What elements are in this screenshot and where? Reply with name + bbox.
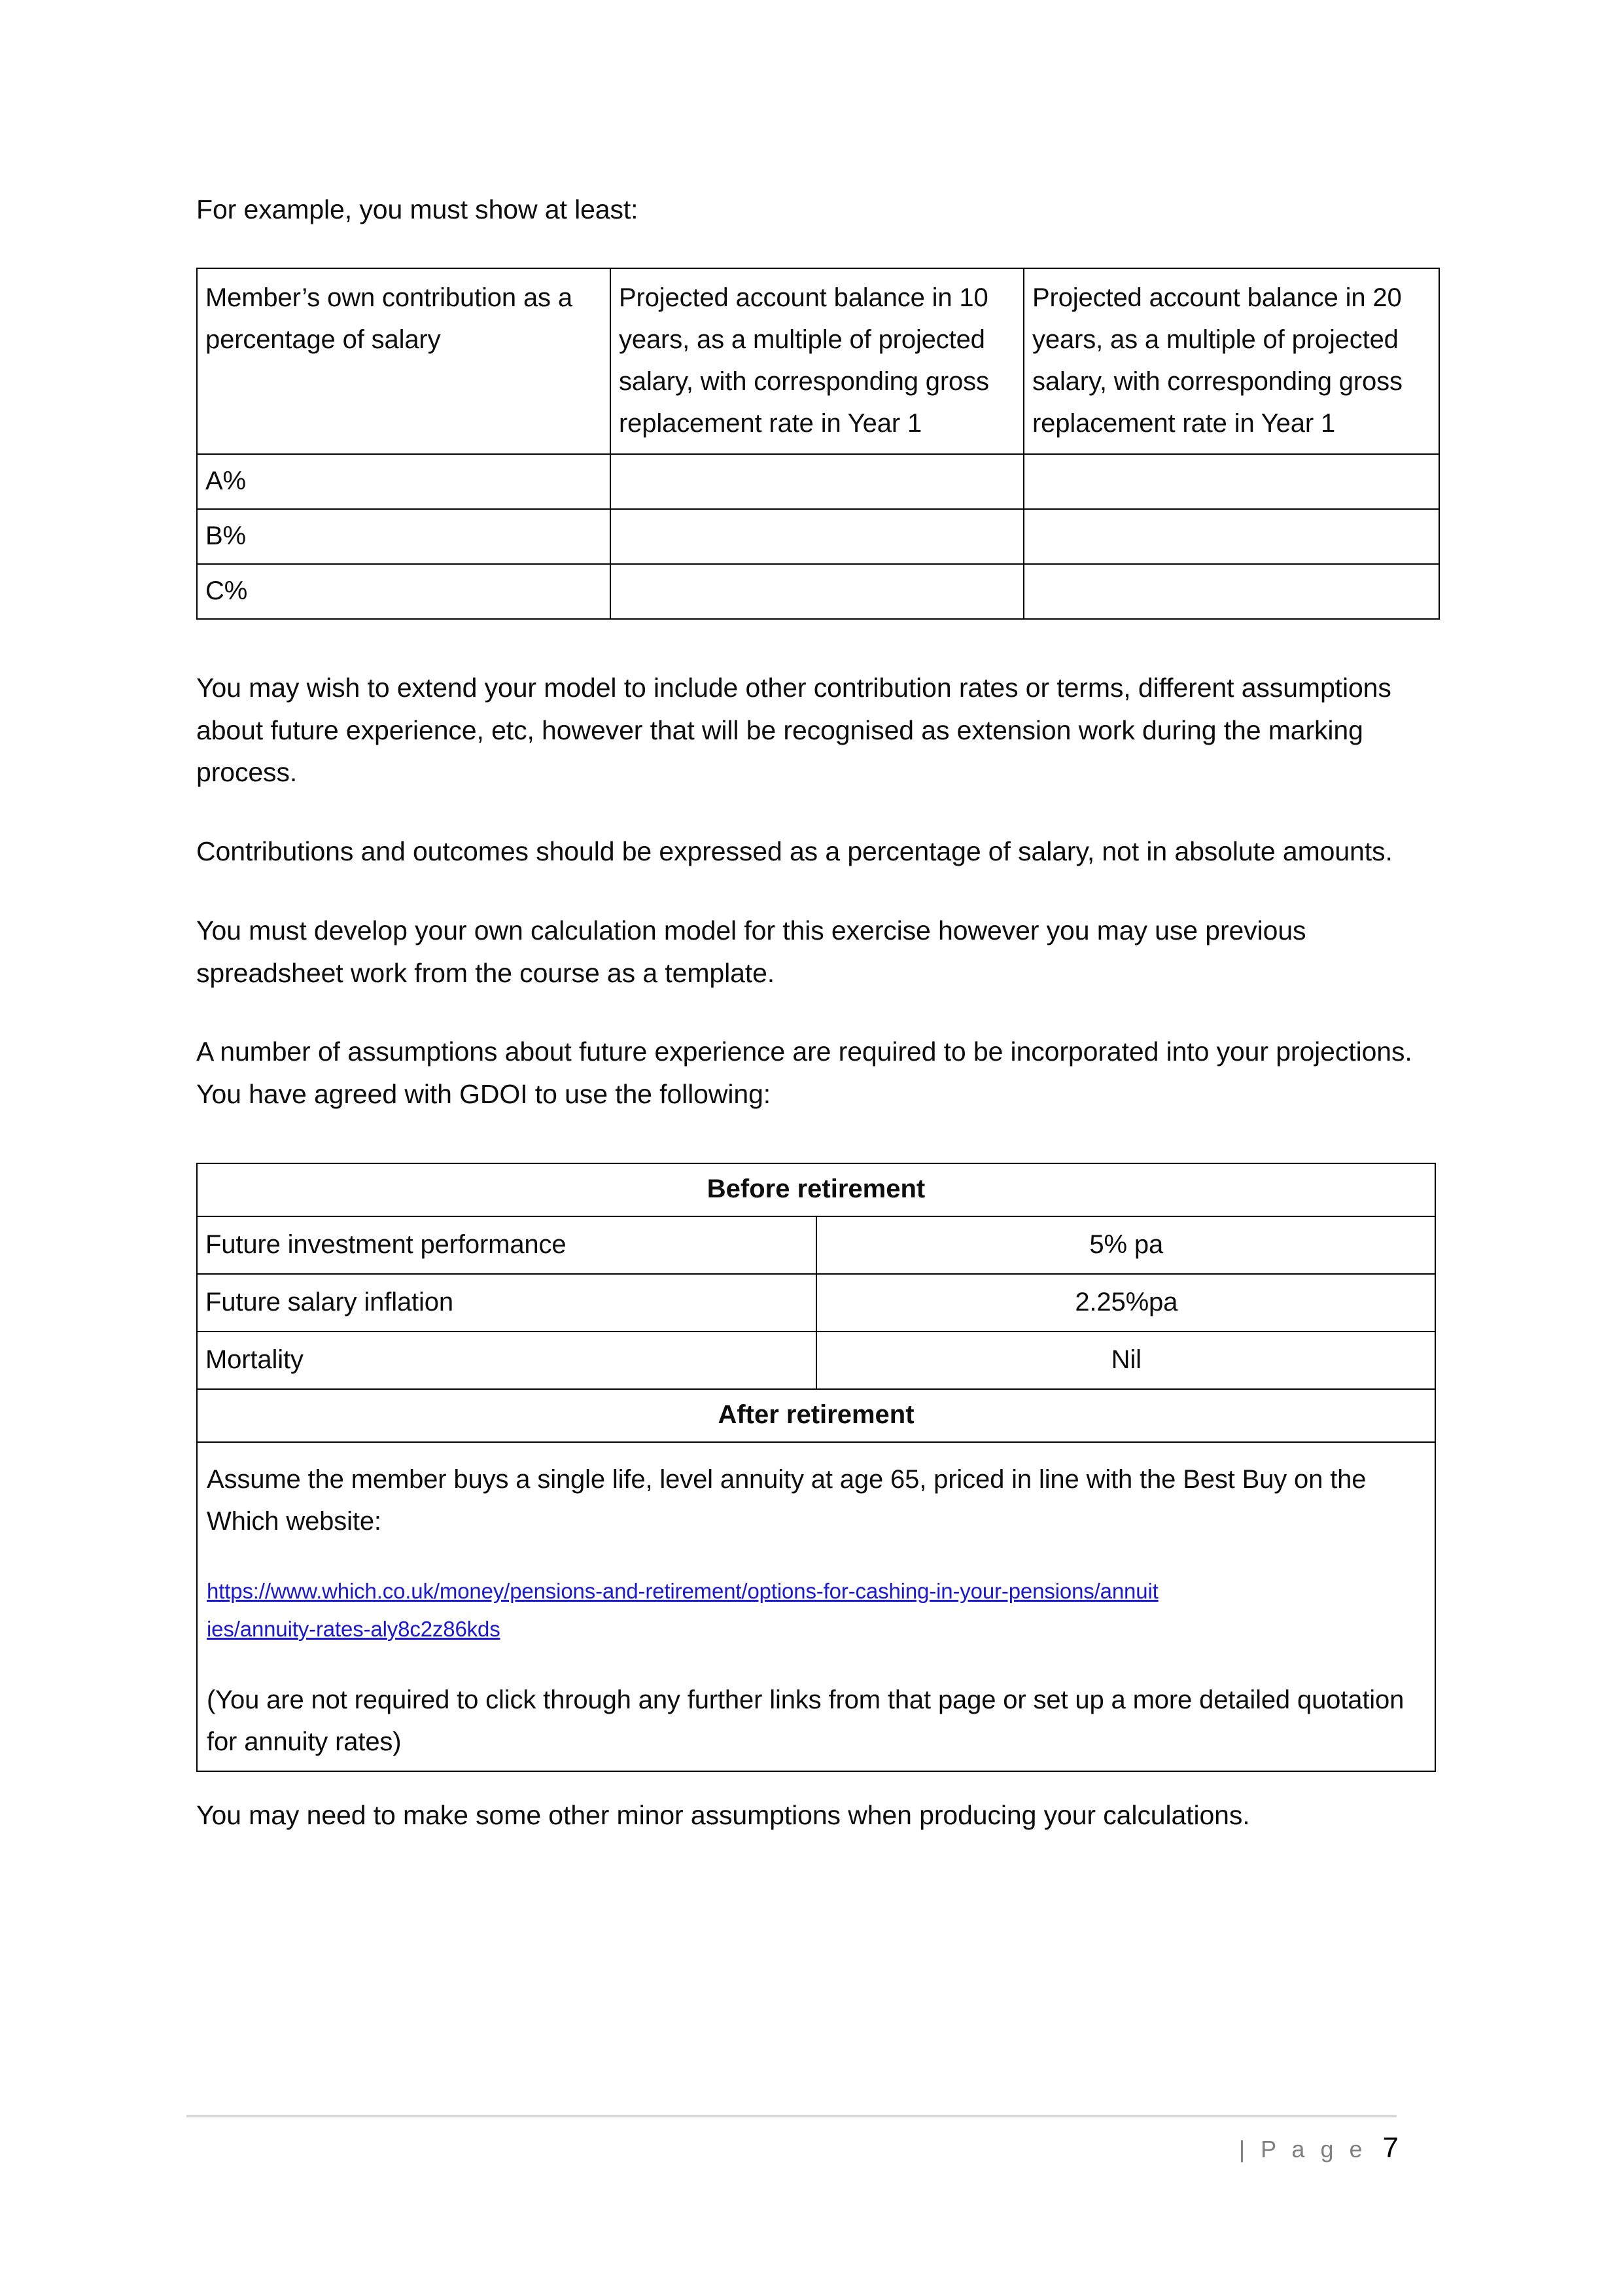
table-row	[197, 1274, 1435, 1332]
balance-10yr-value	[611, 565, 1023, 576]
cell-balance-20yr	[1024, 509, 1439, 564]
page-label: | P a g e	[1238, 2136, 1367, 2163]
after-retirement-heading: After retirement	[718, 1400, 915, 1429]
header-text-contribution: Member’s own contribution as a percentage of salary	[205, 283, 572, 354]
paragraph-minor-assumptions: You may need to make some other minor assumptions when producing your calculations.	[196, 1799, 1250, 1830]
table-row	[197, 564, 1439, 619]
balance-20yr-value	[1024, 455, 1439, 467]
page-content	[196, 0, 1436, 1836]
contribution-value: C%	[205, 576, 248, 605]
table-header-row	[197, 268, 1439, 454]
table-row	[197, 1332, 1435, 1389]
contribution-value: A%	[205, 466, 246, 495]
before-retirement-heading-row	[197, 1163, 1435, 1216]
cell-balance-20yr	[1024, 454, 1439, 509]
cell-contribution	[197, 509, 610, 564]
balance-20yr-value	[1024, 565, 1439, 576]
header-cell-balance-10yr	[610, 268, 1024, 454]
cell-contribution	[197, 564, 610, 619]
paragraph-percentage-not-absolute: Contributions and outcomes should be expressed as a percentage of salary, not in absolute amounts.	[196, 836, 1393, 867]
assumption-value: 2.25%pa	[1075, 1287, 1178, 1316]
assumption-label: Future salary inflation	[205, 1287, 453, 1316]
header-text-balance-10yr: Projected account balance in 10 years, as a multiple of projected salary, with corresponding gross replacement rate in Year 1	[619, 283, 989, 438]
annuity-note-intro: Assume the member buys a single life, level annuity at age 65, priced in line with the Best Buy on the Which website:	[207, 1464, 1367, 1536]
assumption-value-cell	[816, 1332, 1436, 1389]
assumption-value: Nil	[1111, 1345, 1142, 1374]
balance-20yr-value	[1024, 510, 1439, 521]
balance-10yr-value	[611, 455, 1023, 467]
page-number: 7	[1382, 2132, 1399, 2164]
cell-balance-10yr	[610, 564, 1024, 619]
footer-content	[186, 2117, 1439, 2164]
after-retirement-note-row	[197, 1442, 1435, 1771]
assumption-label: Mortality	[205, 1345, 304, 1374]
after-retirement-note	[198, 1443, 1435, 1771]
which-annuity-rates-link[interactable]: https://www.which.co.uk/money/pensions-and-retirement/options-for-cashing-in-your-pensions/annuities/annuity-rates-aly8c2z86kds	[207, 1578, 1159, 1641]
before-retirement-heading: Before retirement	[707, 1174, 926, 1203]
assumption-label-cell	[197, 1332, 816, 1389]
table-row	[197, 509, 1439, 564]
annuity-note-outro: (You are not required to click through any further links from that page or set up a more detailed quotation for annuity rates)	[207, 1685, 1405, 1756]
cell-balance-20yr	[1024, 564, 1439, 619]
assumption-label-cell	[197, 1274, 816, 1332]
header-text-balance-20yr: Projected account balance in 20 years, as a multiple of projected salary, with corresponding gross replacement rate in Year 1	[1032, 283, 1403, 438]
table-row	[197, 454, 1439, 509]
paragraph-extend-model: You may wish to extend your model to include other contribution rates or terms, different assumptions about future experience, etc, however that will be recognised as extension work during the marking process.	[196, 672, 1391, 788]
after-retirement-note-cell	[197, 1442, 1435, 1771]
balance-10yr-value	[611, 510, 1023, 521]
intro-paragraph: For example, you must show at least:	[196, 194, 638, 224]
before-retirement-heading-cell	[197, 1163, 1435, 1216]
paragraph-own-model: You must develop your own calculation model for this exercise however you may use previous spreadsheet work from the course as a template.	[196, 915, 1306, 988]
paragraph-assumptions-intro: A number of assumptions about future experience are required to be incorporated into your projections. You have agreed with GDOI to use the following:	[196, 1036, 1412, 1110]
contributions-table	[196, 268, 1440, 620]
cell-balance-10yr	[610, 454, 1024, 509]
contribution-value: B%	[205, 521, 246, 550]
assumption-value-cell	[816, 1274, 1436, 1332]
cell-balance-10yr	[610, 509, 1024, 564]
assumptions-table	[196, 1163, 1436, 1772]
page-footer	[186, 2115, 1439, 2164]
after-retirement-heading-row	[197, 1389, 1435, 1442]
assumption-value: 5% pa	[1089, 1229, 1164, 1259]
table-row	[197, 1216, 1435, 1274]
assumption-label: Future investment performance	[205, 1229, 567, 1259]
after-retirement-heading-cell	[197, 1389, 1435, 1442]
cell-contribution	[197, 454, 610, 509]
assumption-label-cell	[197, 1216, 816, 1274]
header-cell-balance-20yr	[1024, 268, 1439, 454]
assumption-value-cell	[816, 1216, 1436, 1274]
header-cell-contribution	[197, 268, 610, 454]
